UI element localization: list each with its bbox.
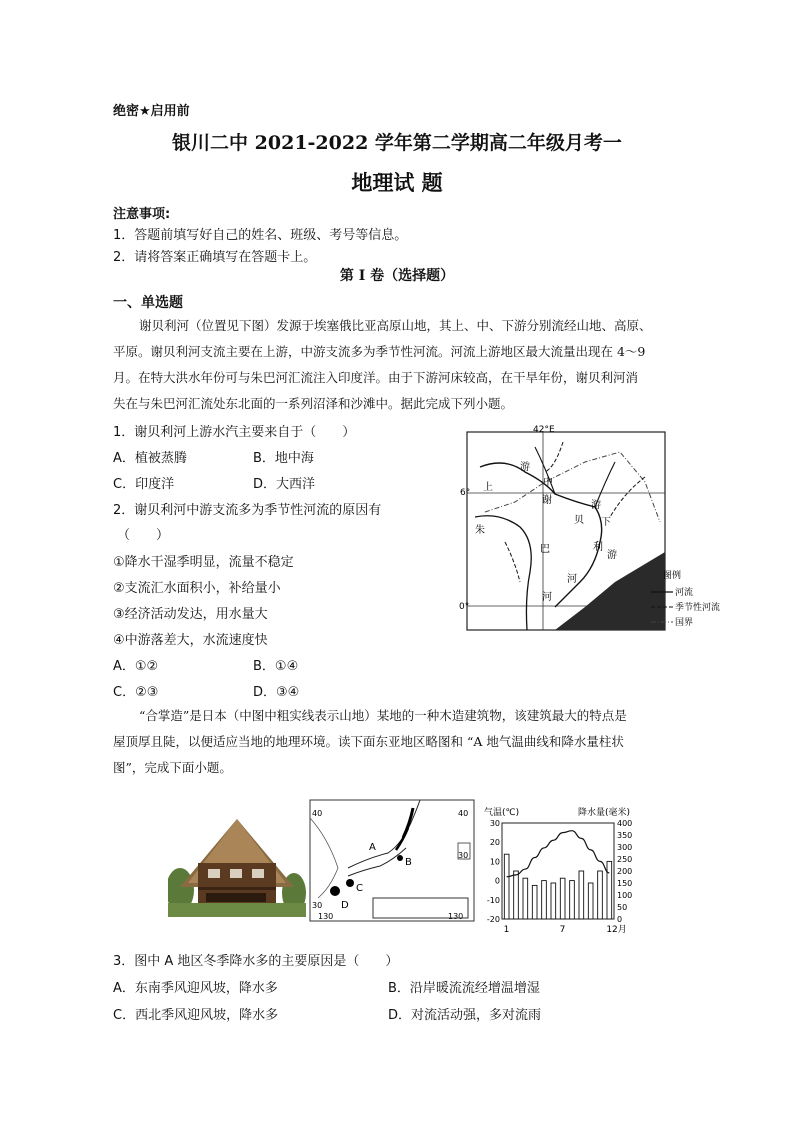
map-label: 上: [483, 482, 493, 493]
q3-option-b[interactable]: B．沿岸暖流流经增温增湿: [388, 981, 540, 996]
q2-option-a[interactable]: A．①②: [113, 659, 159, 674]
y-tick-left: -10: [486, 895, 500, 905]
y-tick-right: 50: [617, 903, 628, 912]
secret-label: 绝密★启用前: [113, 104, 190, 119]
lat-label: 6°: [460, 488, 471, 498]
map-label: 谢: [542, 495, 552, 506]
map-label: 朱: [475, 525, 485, 536]
precip-bar: [607, 861, 612, 919]
y-tick-right: 150: [617, 879, 633, 888]
q1-option-c[interactable]: C．印度洋: [113, 477, 175, 492]
map-point-c: C: [356, 883, 363, 894]
q2-stem: 2．谢贝利河中游支流多为季节性河流的原因有: [113, 503, 382, 518]
y-tick-left: 10: [489, 857, 500, 867]
precip-bar: [598, 871, 603, 919]
note-item: 1．答题前填写好自己的姓名、班级、考号等信息。: [113, 228, 408, 243]
map-label: 巴: [540, 544, 550, 555]
legend-seasonal-river: 季节性河流: [675, 603, 721, 613]
map-label: 河: [567, 574, 577, 585]
q2-statement: ①降水干湿季明显，流量不稳定: [113, 555, 294, 570]
q2-statement: ④中游落差大，水流速度快: [113, 633, 268, 648]
x-tick: 12月: [606, 925, 627, 935]
chart-ylabel-right: 降水量(毫米): [578, 808, 631, 818]
precip-bar: [570, 881, 575, 919]
y-tick-left: 30: [489, 819, 500, 828]
precip-bar: [588, 883, 593, 919]
q1-option-d[interactable]: D．大西洋: [253, 477, 316, 492]
lat-label: 40: [312, 809, 323, 818]
legend-title: 图例: [663, 571, 682, 581]
y-tick-left: 20: [489, 838, 500, 848]
y-tick-right: 350: [617, 831, 633, 840]
q1-option-b[interactable]: B．地中海: [253, 451, 314, 466]
q2-statement: ③经济活动发达，用水量大: [113, 607, 268, 622]
map-label: 中: [543, 477, 553, 488]
lat-label: 30: [458, 851, 469, 860]
lon-label: 130: [448, 912, 464, 921]
q2-option-d[interactable]: D．③④: [253, 685, 300, 700]
map-point-d: D: [341, 900, 349, 911]
temperature-curve: [507, 831, 610, 877]
lon-label: 130: [318, 912, 334, 921]
x-tick: 7: [559, 925, 566, 935]
map-label: 河: [542, 592, 552, 603]
legend-river: 河流: [675, 588, 694, 598]
passage-line: 平原。谢贝利河支流主要在上游，中游支流多为季节性河流。河流上游地区最大流量出现在 4～9: [113, 344, 646, 359]
q2-option-b[interactable]: B．①④: [253, 659, 299, 674]
chart-ylabel-left: 气温(℃): [484, 808, 520, 818]
y-tick-left: 0: [494, 876, 500, 886]
lat-label: 0°: [459, 602, 470, 612]
legend-border: 国界: [675, 618, 694, 628]
subject-title: 地理试 题: [351, 170, 443, 195]
q2-statement: ②支流汇水面积小，补给量小: [113, 581, 281, 596]
passage-line: 图”，完成下面小题。: [113, 760, 232, 775]
passage-1: [113, 313, 703, 417]
q1-stem: 1．谢贝利河上游水汽主要来自于（ ）: [113, 425, 356, 440]
y-tick-right: 100: [617, 891, 633, 900]
q2-paren: （ ）: [117, 528, 170, 543]
part-heading: 一、单选题: [113, 295, 183, 311]
map-label: 游: [591, 500, 601, 511]
precip-bar: [579, 871, 584, 919]
y-tick-right: 250: [617, 855, 633, 864]
climate-chart: [480, 803, 650, 943]
x-tick: 1: [503, 925, 510, 935]
passage-line: 月。在特大洪水年份可与朱巴河汇流注入印度洋。由于下游河床较高，在干旱年份，谢贝利河消: [113, 370, 639, 385]
precip-bar: [514, 871, 519, 919]
passage-line: 失在与朱巴河汇流处东北面的一系列沼泽和沙滩中。据此完成下列小题。: [113, 396, 514, 411]
note-item: 2．请将答案正确填写在答题卡上。: [113, 250, 317, 265]
map-label: 游: [607, 550, 617, 561]
precip-bar: [542, 881, 547, 919]
passage-2: [113, 703, 703, 781]
lat-label: 30: [312, 901, 323, 910]
map-point-a: A: [369, 842, 376, 853]
lon-label: 42°E: [533, 425, 555, 435]
q1-option-a[interactable]: A．植被蒸腾: [113, 451, 187, 466]
q3-option-a[interactable]: A．东南季风迎风坡，降水多: [113, 981, 278, 996]
map-label: 贝: [574, 515, 584, 526]
precip-bar: [532, 885, 537, 919]
y-tick-right: 200: [617, 867, 633, 876]
passage-line: 屋顶厚且陡，以便适应当地的地理环境。读下面东亚地区略图和 “A 地气温曲线和降水量柱状: [113, 734, 624, 749]
y-tick-right: 400: [617, 819, 633, 828]
map-point-b: B: [405, 857, 412, 868]
y-tick-right: 0: [617, 915, 623, 924]
map-label: 游: [520, 462, 530, 473]
passage-line: “合掌造”是日本（中图中粗实线表示山地）某地的一种木造建筑物，该建筑最大的特点是: [139, 708, 627, 723]
exam-title: 银川二中 2021-2022 学年第二学期高二年级月考一: [172, 132, 622, 154]
y-tick-left: -20: [486, 915, 500, 924]
shebelle-river-map: [445, 422, 735, 634]
east-asia-map: [308, 798, 476, 923]
precip-bar: [504, 854, 509, 919]
q3-stem: 3．图中 A 地区冬季降水多的主要原因是（ ）: [113, 954, 399, 969]
map-label: 下: [601, 517, 611, 528]
precip-bar: [551, 883, 556, 919]
precip-bar: [523, 878, 528, 919]
map-label: 利: [593, 542, 603, 553]
section-title: 第 I 卷（选择题）: [339, 268, 455, 284]
gassho-house-photo: [168, 815, 306, 917]
q3-option-c[interactable]: C．西北季风迎风坡，降水多: [113, 1008, 279, 1023]
lat-label: 40: [458, 809, 469, 818]
q3-option-d[interactable]: D．对流活动强，多对流雨: [388, 1008, 542, 1023]
notes-heading: 注意事项:: [113, 207, 171, 222]
precip-bar: [560, 878, 565, 919]
q2-option-c[interactable]: C．②③: [113, 685, 159, 700]
passage-line: 谢贝利河（位置见下图）发源于埃塞俄比亚高原山地，其上、中、下游分别流经山地、高原、: [139, 318, 652, 333]
y-tick-right: 300: [617, 843, 633, 852]
